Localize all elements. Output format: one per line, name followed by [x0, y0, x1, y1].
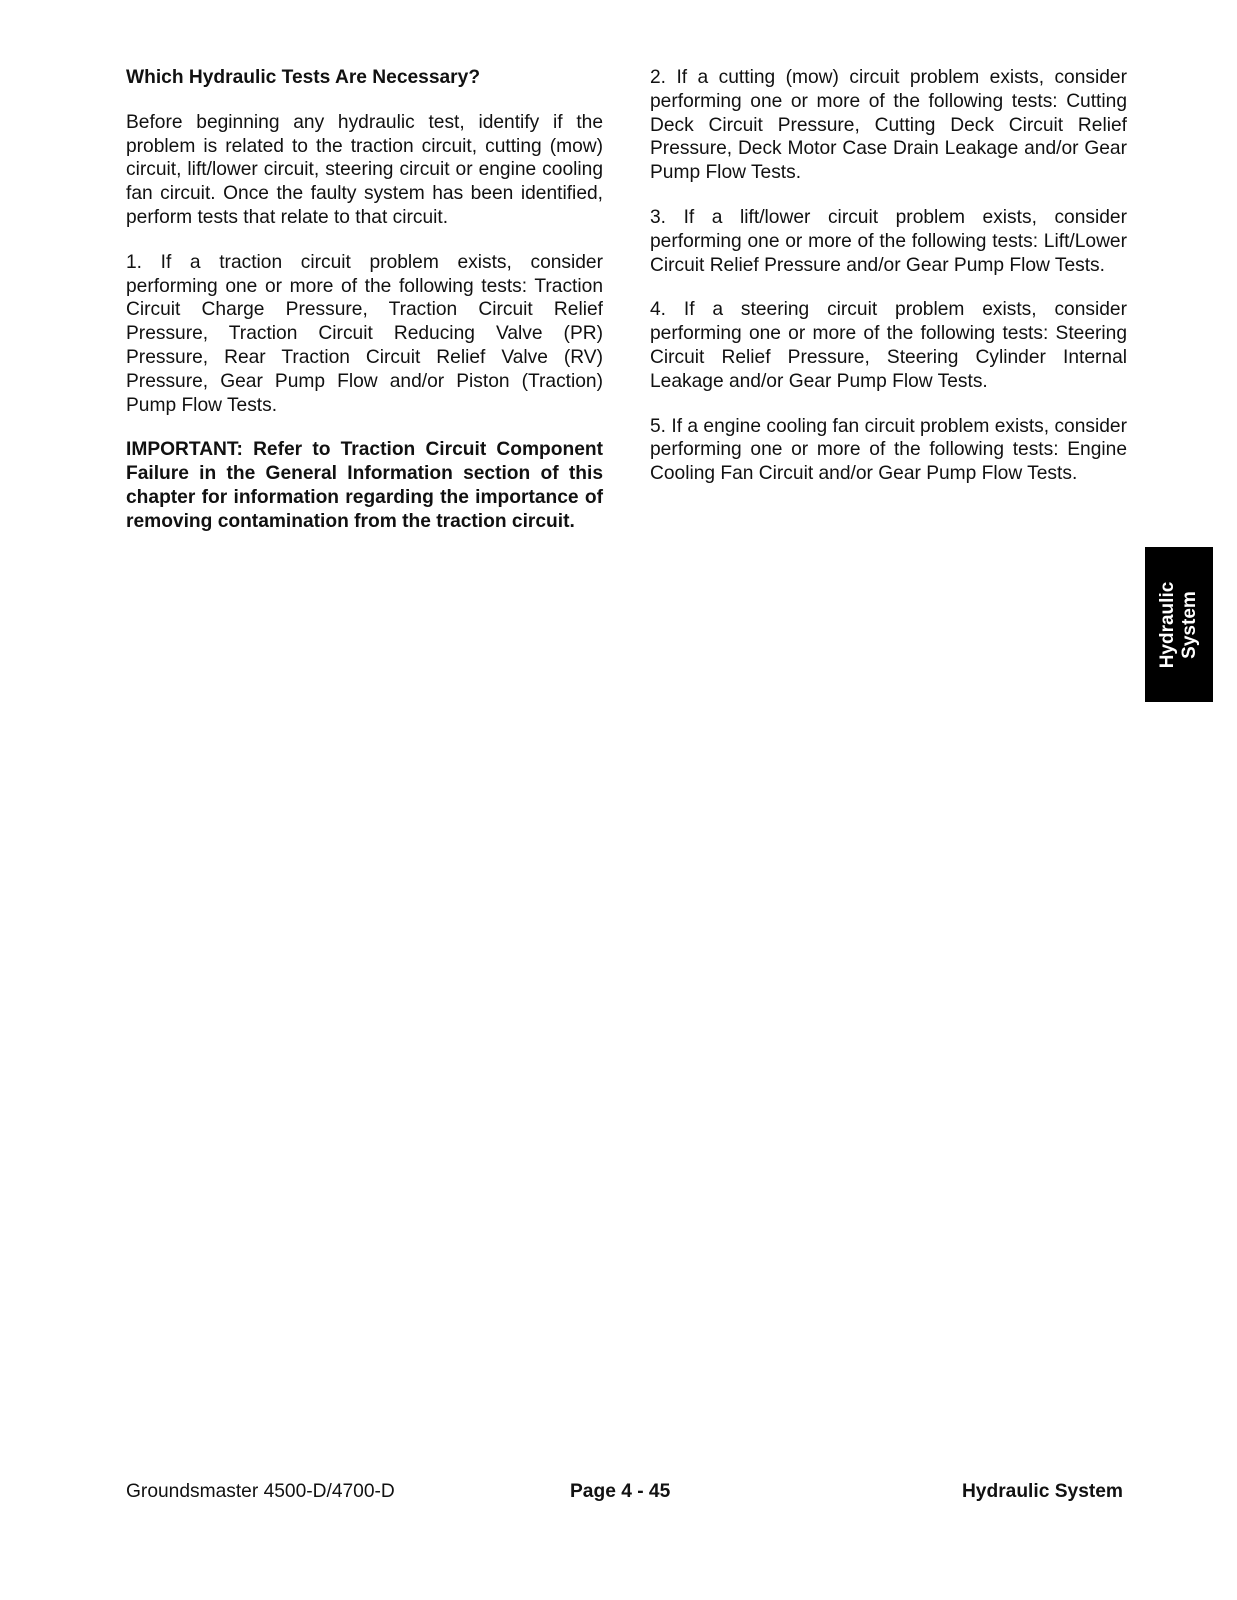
side-tab-line-2: System: [1179, 590, 1200, 659]
section-side-tab: [1145, 547, 1213, 702]
side-tab-label: [1157, 581, 1201, 668]
cutting-circuit-item: 2. If a cutting (mow) circuit problem exists, consider performing one or more of the following tests: Cutting Deck Circuit Pressure, Cutting Deck Circuit Relief Pressure, Deck Motor Case Drain Leakage and/or Gear Pump Flow Tests.: [650, 67, 1127, 184]
footer-page-number: Page 4 - 45: [570, 1481, 671, 1502]
footer-model: Groundsmaster 4500-D/4700-D: [126, 1481, 395, 1502]
side-tab-line-1: Hydraulic: [1157, 581, 1178, 668]
traction-circuit-item: 1. If a traction circuit problem exists, consider performing one or more of the following tests: Traction Circuit Charge Pressure, Traction Circuit Relief Pressure, Traction Circuit Reducing Valve (PR) Pressure, Rear Traction Circuit Relief Valve (RV) Pressure, Gear Pump Flow and/or Piston (Traction) Pump Flow Tests.: [126, 251, 603, 416]
cooling-fan-circuit-item: 5. If a engine cooling fan circuit problem exists, consider performing one or more of the following tests: Engine Cooling Fan Circuit and/or Gear Pump Flow Tests.: [650, 415, 1127, 485]
intro-paragraph: Before beginning any hydraulic test, identify if the problem is related to the traction circuit, cutting (mow) circuit, lift/lower circuit, steering circuit or engine cooling fan circuit. Once the faulty system has been identified, perform tests that relate to that circuit.: [126, 111, 603, 228]
left-column: [126, 66, 603, 534]
steering-circuit-item: 4. If a steering circuit problem exists, consider performing one or more of the following tests: Steering Circuit Relief Pressure, Steering Cylinder Internal Leakage and/or Gear Pump Flow Tests.: [650, 299, 1127, 392]
right-column: [650, 66, 1127, 507]
section-heading: Which Hydraulic Tests Are Necessary?: [126, 67, 481, 88]
footer-section-title: Hydraulic System: [961, 1481, 1123, 1502]
lift-lower-circuit-item: 3. If a lift/lower circuit problem exists, consider performing one or more of the following tests: Lift/Lower Circuit Relief Pressure and/or Gear Pump Flow Tests.: [650, 206, 1127, 276]
important-note: IMPORTANT: Refer to Traction Circuit Component Failure in the General Information section of this chapter for information regarding the importance of removing contamination from the traction circuit.: [126, 439, 603, 532]
